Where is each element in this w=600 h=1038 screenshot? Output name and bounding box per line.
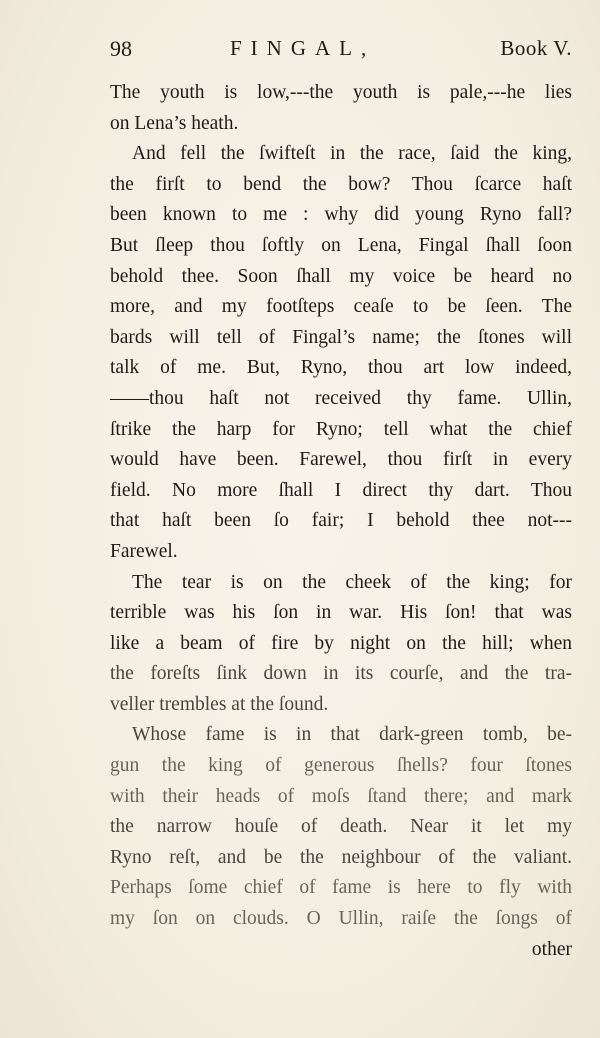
text-line: But ſleep thou ſoftly on Lena, Fingal ſhall ſoon [110, 234, 572, 256]
body-text [110, 78, 572, 965]
text-line: talk of me. But, Ryno, thou art low indeed, [110, 357, 572, 379]
paragraph-start-line: Whose fame is in that dark-green tomb, be- [132, 724, 572, 746]
text-line: terrible was his ſon in war. His ſon! that was [110, 602, 572, 624]
text-line: with their heads of moſs ſtand there; and mark [110, 785, 572, 807]
text-line: Ryno reſt, and be the neighbour of the valiant. [110, 846, 572, 868]
text-line: ——thou haſt not received thy fame. Ullin, [110, 387, 572, 409]
book-label: Book V. [500, 36, 572, 60]
running-title: FINGAL, [230, 36, 376, 60]
paragraph-start-line: And fell the ſwifteſt in the race, ſaid the king, [132, 143, 572, 165]
text-line: veller trembles at the ſound. [110, 693, 329, 715]
text-line: Perhaps ſome chief of fame is here to fly with [110, 877, 572, 899]
text-line: the foreſts ſink down in its courſe, and the tra- [110, 663, 572, 685]
text-line: Farewel. [110, 540, 178, 562]
text-line: field. No more ſhall I direct thy dart. Thou [110, 479, 572, 501]
text-line: been known to me : why did young Ryno fall? [110, 204, 572, 226]
catchword: other [531, 938, 572, 960]
text-line: behold thee. Soon ſhall my voice be heard no [110, 265, 572, 287]
text-line: like a beam of fire by night on the hill; when [110, 632, 572, 654]
text-line: ſtrike the harp for Ryno; tell what the chief [110, 418, 572, 440]
text-line: my ſon on clouds. O Ullin, raiſe the ſongs of [110, 908, 572, 930]
page-number: 98 [110, 36, 132, 61]
paragraph-start-line: The tear is on the cheek of the king; for [132, 571, 572, 593]
text-line: gun the king of generous ſhells? four ſtones [110, 755, 572, 777]
text-line: the firſt to bend the bow? Thou ſcarce haſt [110, 173, 572, 195]
text-line: more, and my footſteps ceaſe to be ſeen. The [110, 296, 572, 318]
running-head [110, 36, 572, 70]
text-line: bards will tell of Fingal’s name; the ſtones will [110, 326, 572, 348]
text-line: that haſt been ſo fair; I behold thee not--- [110, 510, 572, 532]
text-line: on Lena’s heath. [110, 112, 239, 134]
text-line: the narrow houſe of death. Near it let my [110, 816, 572, 838]
text-line: would have been. Farewel, thou firſt in every [110, 449, 572, 471]
text-line: The youth is low,---the youth is pale,---he lies [110, 82, 572, 103]
